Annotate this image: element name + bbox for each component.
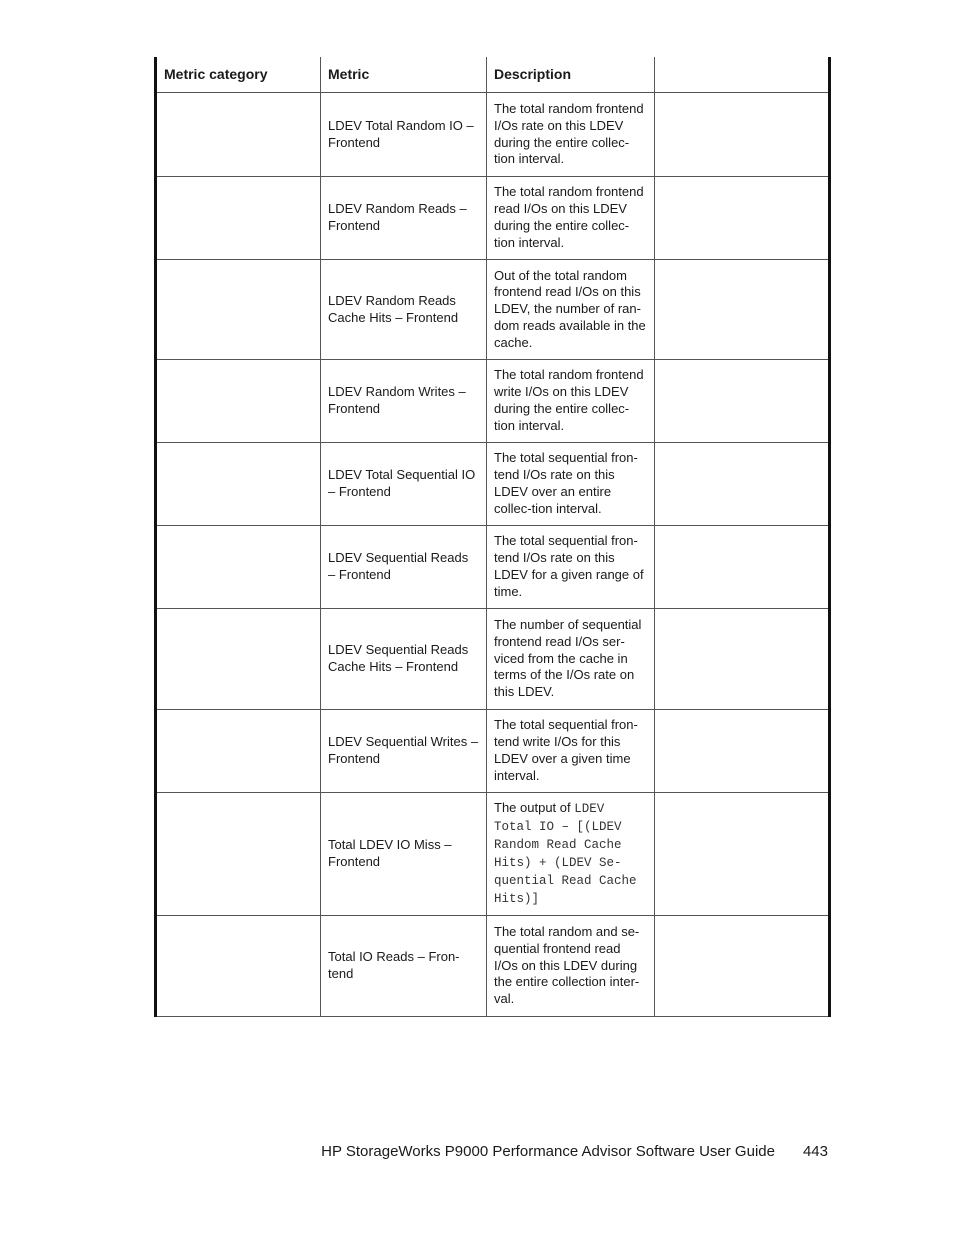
cell-extra — [655, 916, 830, 1017]
cell-description: The total sequential fron-tend I/Os rate on this LDEV over an entire collec-tion interval. — [487, 443, 655, 526]
table-row — [156, 360, 830, 443]
cell-extra — [655, 609, 830, 710]
metrics-table — [154, 57, 831, 1017]
description-text: The output of — [494, 800, 575, 815]
cell-extra — [655, 260, 830, 360]
cell-metric: Total IO Reads – Fron-tend — [321, 916, 487, 1017]
cell-extra — [655, 443, 830, 526]
cell-category — [156, 260, 321, 360]
cell-category — [156, 609, 321, 710]
cell-description: The total random frontend read I/Os on this LDEV during the entire collec-tion interval. — [487, 177, 655, 260]
cell-metric: LDEV Total Sequential IO – Frontend — [321, 443, 487, 526]
cell-description: Out of the total random frontend read I/Os on this LDEV, the number of ran-dom reads available in the cache. — [487, 260, 655, 360]
cell-category — [156, 443, 321, 526]
table-row — [156, 609, 830, 710]
cell-category — [156, 710, 321, 793]
table-header-row — [156, 57, 830, 93]
table-row — [156, 177, 830, 260]
cell-metric: LDEV Total Random IO – Frontend — [321, 93, 487, 177]
cell-description: The total random frontend I/Os rate on this LDEV during the entire collec-tion interval. — [487, 93, 655, 177]
cell-extra — [655, 710, 830, 793]
cell-metric: LDEV Sequential Reads Cache Hits – Frontend — [321, 609, 487, 710]
cell-metric: LDEV Sequential Writes – Frontend — [321, 710, 487, 793]
cell-category — [156, 793, 321, 916]
cell-metric: LDEV Random Reads Cache Hits – Frontend — [321, 260, 487, 360]
cell-extra — [655, 93, 830, 177]
cell-extra — [655, 793, 830, 916]
cell-category — [156, 93, 321, 177]
page-footer — [0, 1143, 828, 1160]
footer-document-title: HP StorageWorks P9000 Performance Advisor Software User Guide — [321, 1143, 775, 1160]
cell-category — [156, 526, 321, 609]
cell-category — [156, 916, 321, 1017]
table-row — [156, 526, 830, 609]
cell-description: The total random frontend write I/Os on this LDEV during the entire collec-tion interval. — [487, 360, 655, 443]
cell-description: The number of sequential frontend read I/Os ser-viced from the cache in terms of the I/Os rate on this LDEV. — [487, 609, 655, 710]
cell-description: The total random and se-quential frontend read I/Os on this LDEV during the entire collection inter-val. — [487, 916, 655, 1017]
cell-description: The total sequential fron-tend write I/Os for this LDEV over a given time interval. — [487, 710, 655, 793]
table-row — [156, 93, 830, 177]
cell-metric: LDEV Random Reads – Frontend — [321, 177, 487, 260]
header-metric: Metric — [321, 57, 487, 93]
table-row — [156, 793, 830, 916]
header-description: Description — [487, 57, 655, 93]
table-row — [156, 710, 830, 793]
cell-description: The total sequential fron-tend I/Os rate on this LDEV for a given range of time. — [487, 526, 655, 609]
table-row — [156, 916, 830, 1017]
cell-metric: Total LDEV IO Miss – Frontend — [321, 793, 487, 916]
page-number: 443 — [802, 1143, 828, 1160]
cell-metric: LDEV Sequential Reads – Frontend — [321, 526, 487, 609]
cell-category — [156, 360, 321, 443]
cell-metric: LDEV Random Writes – Frontend — [321, 360, 487, 443]
cell-extra — [655, 526, 830, 609]
table-row — [156, 443, 830, 526]
cell-extra — [655, 360, 830, 443]
cell-description — [487, 793, 655, 916]
table-row — [156, 260, 830, 360]
description-code: LDEV Total IO – [(LDEV Random Read Cache Hits) + (LDEV Se-quential Read Cache Hits)] — [494, 802, 637, 906]
header-metric-category: Metric category — [156, 57, 321, 93]
cell-extra — [655, 177, 830, 260]
metrics-table-container — [154, 57, 828, 1017]
header-blank — [655, 57, 830, 93]
cell-category — [156, 177, 321, 260]
